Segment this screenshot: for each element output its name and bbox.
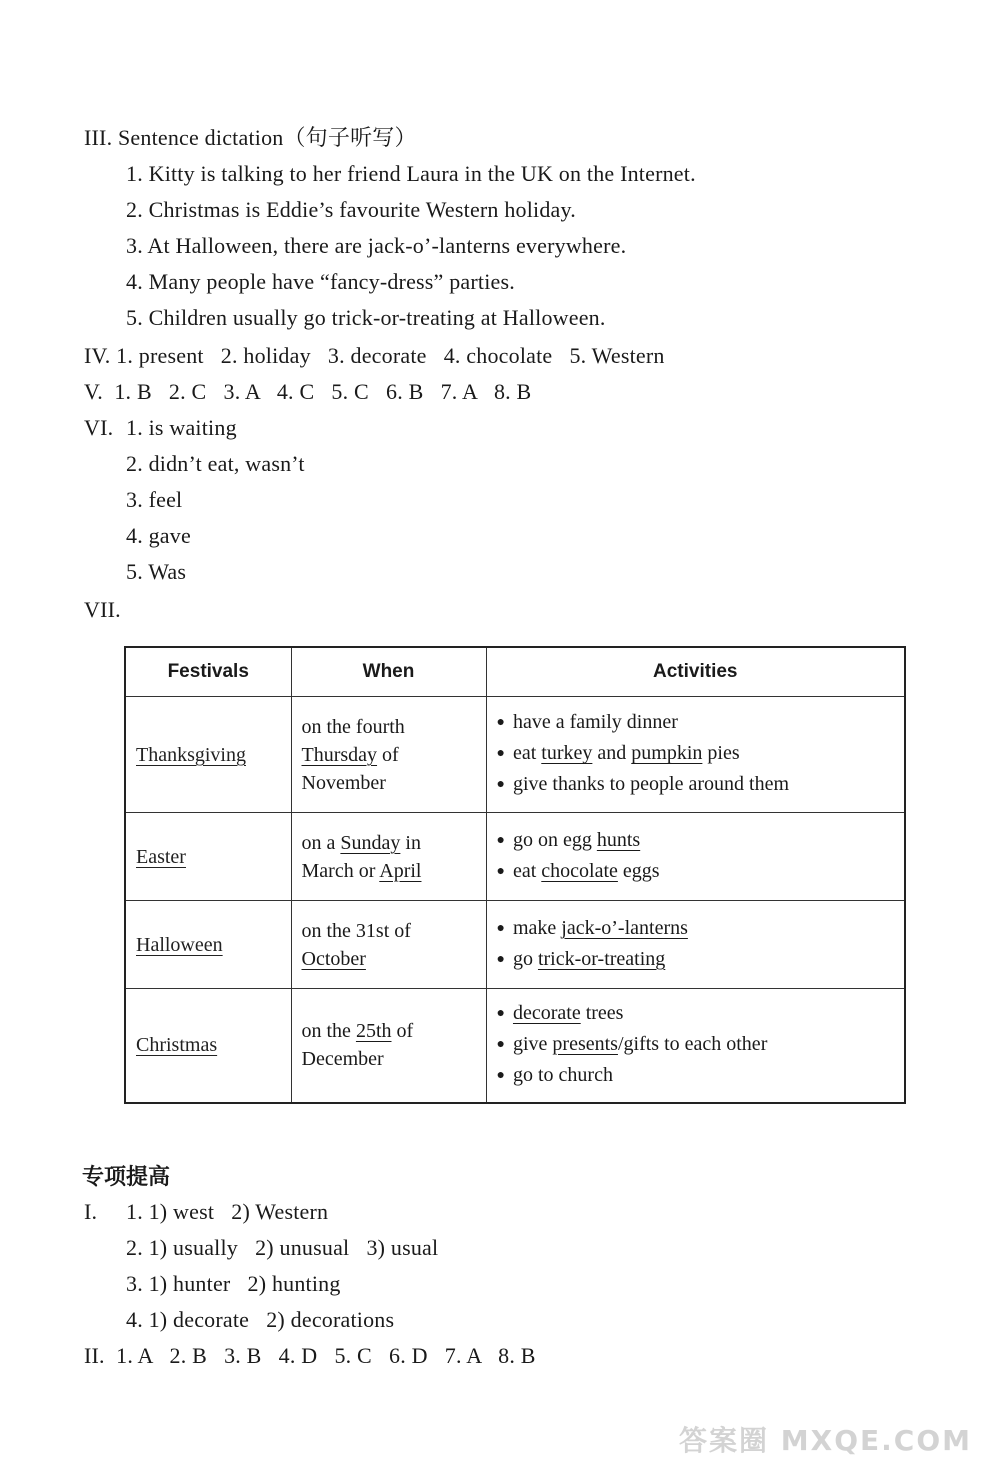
activity-text: give (512, 1032, 548, 1055)
section-6-item-2: 2. didn’t eat, wasn’t (126, 451, 305, 476)
when-text: of (382, 743, 399, 766)
activity-answer: presents (552, 1032, 618, 1055)
dictation-item-3: 3. At Halloween, there are jack-o’-lanterns everywhere. (126, 233, 627, 258)
when-cell (291, 901, 486, 989)
section-6-item-4: 4. gave (126, 523, 191, 548)
special-1-item-2: 2. 1) usually 2) unusual 3) usual (126, 1235, 439, 1260)
when-text: in (405, 831, 421, 854)
header-activities: Activities (486, 647, 905, 697)
festival-cell (125, 989, 291, 1103)
dictation-item-4: 4. Many people have “fancy-dress” parties. (126, 269, 515, 294)
activity-text: make (512, 916, 557, 939)
dictation-item-1: 1. Kitty is talking to her friend Laura in the UK on the Internet. (126, 161, 696, 186)
special-1-item-1: 1. 1) west 2) Western (126, 1199, 329, 1224)
table-row (125, 901, 905, 989)
when-answer: 25th (355, 1020, 392, 1043)
when-line (302, 829, 476, 857)
table-row (125, 813, 905, 901)
activity-text: go (512, 947, 533, 970)
watermark-logo: 答案圈 MXQE.COM (679, 1424, 972, 1457)
activities-list (497, 826, 895, 888)
activities-list (497, 914, 895, 976)
when-text: March or (301, 859, 376, 882)
when-text: on a (301, 831, 336, 854)
activity-answer: pumpkin (631, 742, 703, 764)
when-cell (291, 989, 486, 1103)
when-answer: April (379, 859, 422, 882)
activity-item (497, 945, 895, 976)
activity-item (497, 914, 895, 945)
section-7-label: VII. (84, 597, 121, 622)
when-line: on the fourth (301, 715, 405, 738)
festivals-table (124, 646, 906, 1104)
special-2-answers: II. 1. A 2. B 3. B 4. D 5. C 6. D 7. A 8. B (84, 1343, 536, 1368)
section-6-item-5: 5. Was (126, 559, 187, 584)
activity-answer: trick-or-treating (537, 947, 666, 970)
when-cell (291, 697, 486, 813)
special-1-item-4: 4. 1) decorate 2) decorations (126, 1307, 395, 1332)
when-text: on the (301, 1020, 351, 1043)
special-section-heading: 专项提高 (82, 1165, 171, 1190)
activities-list (497, 999, 895, 1092)
activity-answer: jack-o’-lanterns (561, 916, 688, 939)
activity-item (497, 1030, 895, 1061)
festival-name: Easter (136, 845, 186, 868)
when-line: on the 31st of (301, 919, 411, 942)
special-1-label: I. (84, 1199, 98, 1224)
festival-cell (125, 901, 291, 989)
when-line: December (301, 1048, 384, 1071)
activity-item: ● have a family dinner (497, 708, 895, 739)
activities-cell (486, 901, 905, 989)
activities-list (497, 708, 895, 801)
activity-item: ● give thanks to people around them (497, 770, 895, 801)
when-cell (291, 813, 486, 901)
table-row (125, 697, 905, 813)
when-line: November (301, 771, 386, 794)
activity-text: /gifts to each other (617, 1032, 768, 1055)
activity-item (497, 826, 895, 857)
section-6-item-3: 3. feel (126, 487, 183, 512)
festival-name: Thanksgiving (136, 743, 246, 766)
header-when: When (291, 647, 486, 697)
activity-text: eat (512, 742, 537, 764)
activity-answer: chocolate (541, 859, 618, 882)
activity-item: ● go to church (497, 1061, 895, 1092)
header-festivals: Festivals (125, 647, 291, 697)
festival-cell (125, 697, 291, 813)
festival-cell (125, 813, 291, 901)
when-answer: Thursday (301, 743, 378, 766)
activities-cell (486, 813, 905, 901)
activity-text: pies (707, 742, 740, 764)
when-line (302, 1017, 476, 1045)
activity-answer: turkey (541, 742, 593, 764)
activity-item (497, 857, 895, 888)
when-answer: October (301, 947, 366, 970)
activity-answer: hunts (596, 828, 641, 851)
when-line (302, 857, 476, 885)
section-6-item-1: 1. is waiting (126, 415, 237, 440)
section-4-answers: IV. 1. present 2. holiday 3. decorate 4. chocolate 5. Western (84, 343, 665, 368)
festival-name: Christmas (136, 1034, 218, 1057)
table-row (125, 989, 905, 1103)
activity-answer: decorate (512, 1001, 581, 1024)
activity-item (497, 739, 895, 770)
dictation-item-5: 5. Children usually go trick-or-treating at Halloween. (126, 305, 606, 330)
section-5-answers: V. 1. B 2. C 3. A 4. C 5. C 6. B 7. A 8. B (84, 379, 532, 404)
when-line (302, 741, 476, 769)
special-1-item-3: 3. 1) hunter 2) hunting (126, 1271, 341, 1296)
activity-text: eggs (622, 859, 660, 882)
dictation-item-2: 2. Christmas is Eddie’s favourite Western holiday. (126, 197, 576, 222)
section-6-label: VI. (84, 415, 114, 440)
activity-item (497, 999, 895, 1030)
activity-text: eat (512, 859, 537, 882)
table-header-row (125, 647, 905, 697)
when-answer: Sunday (340, 831, 401, 854)
activities-cell (486, 697, 905, 813)
section-3-heading: III. Sentence dictation（句子听写） (84, 125, 417, 150)
when-line (302, 945, 476, 973)
festival-name: Halloween (136, 933, 223, 956)
activity-text: go on egg (512, 828, 592, 851)
activity-text: trees (585, 1001, 624, 1024)
when-text: of (396, 1020, 414, 1043)
activities-cell (486, 989, 905, 1103)
activity-text: and (597, 742, 627, 764)
